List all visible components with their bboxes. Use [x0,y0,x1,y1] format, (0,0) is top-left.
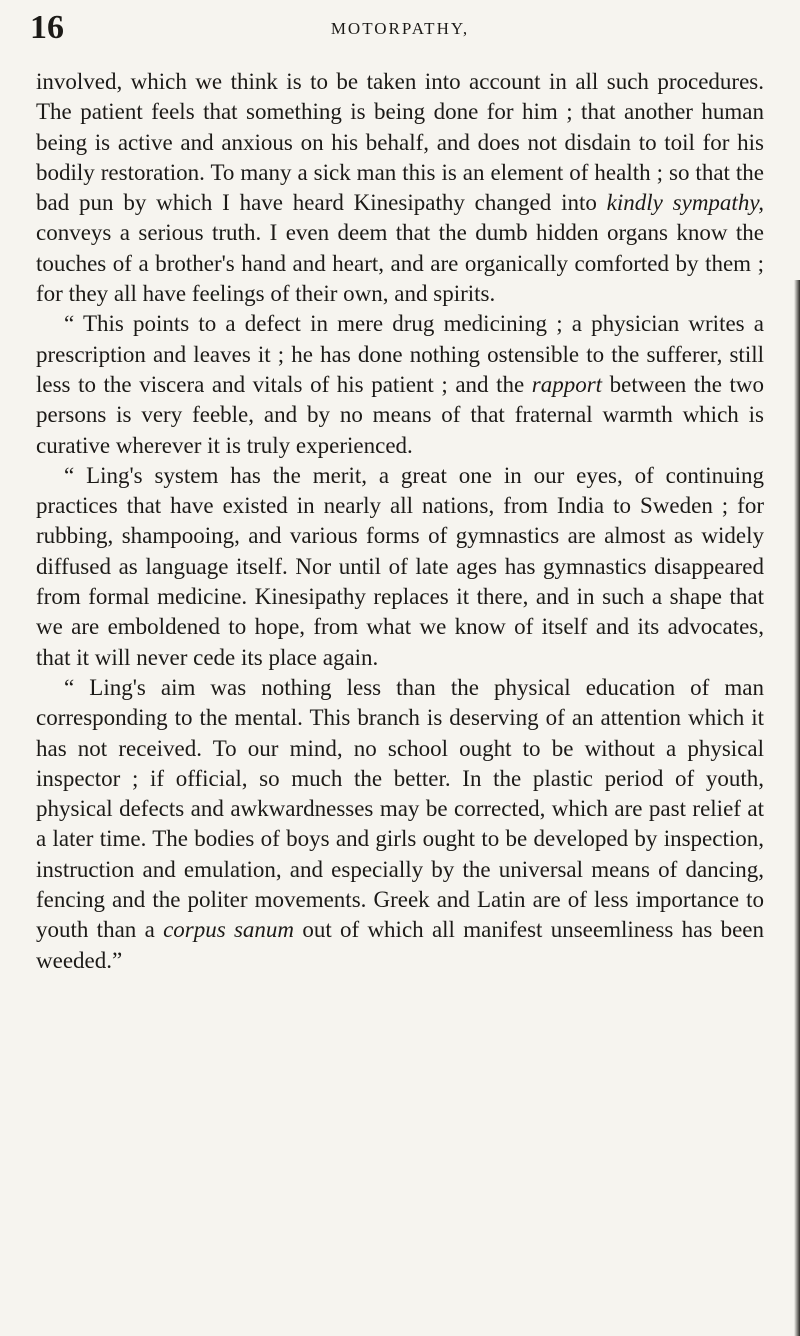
paragraph-2 [36,309,764,460]
paragraph-text: “ This points to a defect in mere drug medicining ; a physician writes a prescription and leaves it ; he has done nothing ostensible to the sufferer, still less to the viscera and vitals of his patient ; and the [36,311,764,397]
page-number: 16 [30,9,64,46]
paragraph-3 [36,461,764,673]
italic-phrase: rapport [531,371,603,397]
body-text [36,67,764,976]
paragraph-1 [36,67,764,309]
page-edge-shadow [794,280,800,1336]
paragraph-text: “ Ling's aim was nothing less than the physical education of man corresponding to the mental. This branch is deserving of an attention which it has not received. To our mind, no school ought to be without a physical inspector ; if official, so much the better. In the plastic period of youth, physical defects and awkwardnesses may be corrected, which are past relief at a later time. The bodies of boys and girls ought to be developed by inspection, instruction and emulation, and especially by the universal means of dancing, fencing and the politer movements. Greek and Latin are of less importance to youth than a [36,674,764,943]
running-header [30,8,770,48]
paragraph-text: “ Ling's system has the merit, a great one in our eyes, of continuing practices that have existed in nearly all nations, from India to Sweden ; for rubbing, shampooing, and various forms of gymnastics are almost as widely diffused as language itself. Nor until of late ages has gymnastics disappeared from formal medicine. Kinesipathy replaces it there, and in such a shape that we are emboldened to hope, from what we know of itself and its advocates, that it will never cede its place again. [36,462,764,670]
running-title: MOTORPATHY, [330,19,470,38]
italic-phrase: kindly sympathy, [606,190,765,216]
paragraph-text: conveys a serious truth. I even deem that the dumb hidden organs know the touches of a brother's hand and heart, and are organically comforted by them ; for they all have feelings of their own, and spirits. [36,220,764,307]
paragraph-text: between the two persons is very feeble, and by no means of that fraternal warmth which is curative wherever it is truly experienced. [36,371,764,458]
italic-phrase: corpus sanum [163,917,295,943]
paragraph-text: out of which all manifest unseemliness has been weeded.” [36,917,765,973]
paragraph-4 [36,673,764,976]
paragraph-text: involved, which we think is to be taken into account in all such procedures. The patient feels that something is being done for him ; that another human being is active and anxious on his behalf, and does not disdain to toil for his bodily restoration. To many a sick man this is an element of health ; so that the bad pun by which I have heard Kinesipathy changed into [36,69,764,216]
